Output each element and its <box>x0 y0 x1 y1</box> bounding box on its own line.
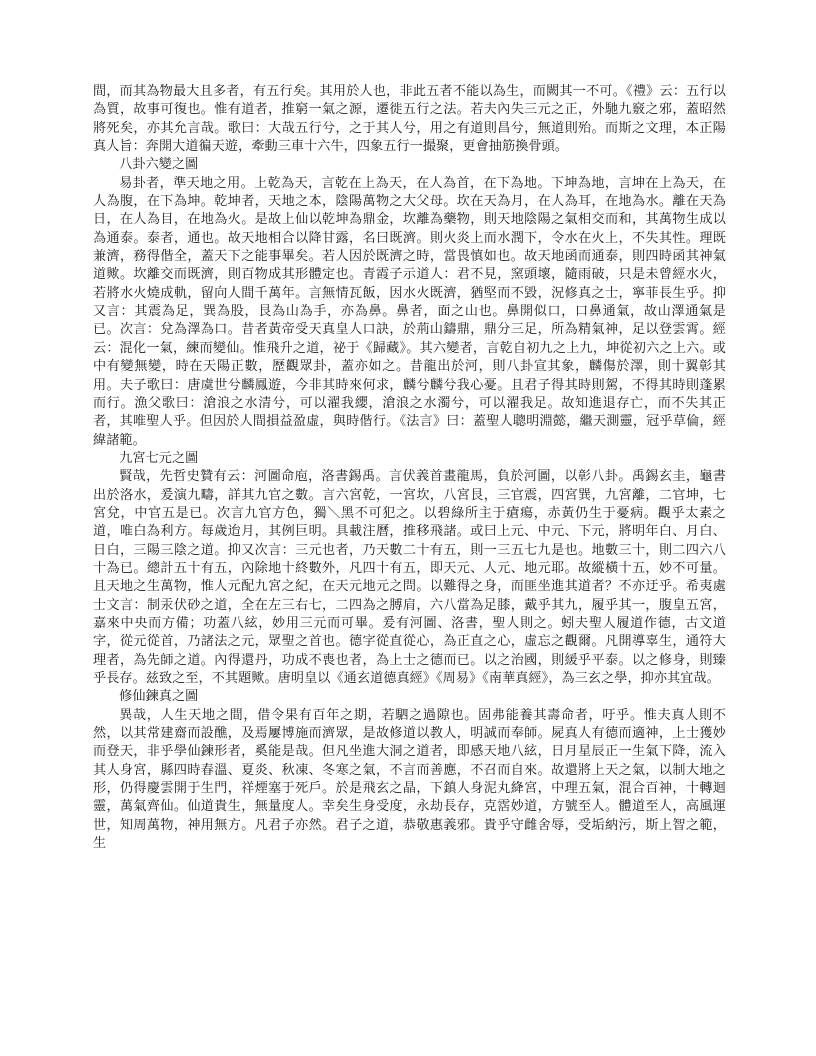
paragraph: 間，而其為物最大且多者，有五行矣。其用於人也，非此五者不能以為生，而闕其一不可。《禮》云：五行以為質，故事可復也。惟有道者，推窮一氣之源，遷徙五行之法。若夫內失三元之正，外馳九竅之邪，蓋昭然將死矣，亦其允言哉。歌曰：大哉五行兮，之于其人兮，用之有道則昌兮，無道則殆。而斯之文理，本正陽真人旨：奔開大道徧天遊，牽動三車十六牛，四象五行一撮聚，更會抽筋換骨頭。 <box>93 83 726 154</box>
section-heading: 八卦六變之圖 <box>119 156 199 172</box>
paragraph: 賢哉，先哲史贊有云：河圖命庖，洛書錫禹。言伏義首畫龍馬，負於河圖，以彰八卦。禹錫玄圭，龜書出於洛水，爰演九疇，詳其九官之數。言六宮乾，一宮坎，八宮艮，三官震，四宮巽，九宮離，二官坤，七宮兌，中官五是已。次言九官方色，獨＼黑不可犯之。以碧綠所主于瘡瘍，赤黃仍生于憂病。觀乎太素之道，唯白為利方。每歲迨月，其例巨明。具載注曆，推移飛諸。或曰上元、中元、下元，將明年白、月白、日白，三陽三陰之道。抑又次言：三元也者，乃天數二十有五，則一三五七九是也。地數三十，則二四六八十為已。總計五十有五，內除地十終數外，凡四十有五，即天元、人元、地元耶。故縱橫十五，妙不可量。且天地之生萬物，惟人元配九宮之紀，在天元地元之問。以難得之身，而匪坐進其道者？不亦迂乎。希夷處士文言：制汞伏砂之道，全在左三右七，二四為之膊肩，六八當為足膝，戴乎其九，履乎其一，腹皇五宮，嘉來中央而方備；功蓋八絃，妙用三元而可畢。爰有河圖、洛書，聖人則之。蚓夫聖人履道作德，古文道字，從元從首，乃諸法之元，眾聖之首也。德字從直從心，為正直之心，虛忘之觀爾。凡開導辜生，通符大理者，為先師之道。內得還丹，功成不喪也者，為上士之德而已。以之治國，則緩乎平泰。以之修身，則臻乎長存。兹致之至，不其題歟。唐明皇以《通玄道德真經》《周易》《南華真經》，為三玄之學，抑亦其宜哉。 <box>93 468 726 685</box>
document-page <box>93 82 726 852</box>
paragraph: 易卦者，準天地之用。上乾為天，言乾在上為天，在人為首，在下為地。下坤為地，言坤在上為天，在人為腹，在下為坤。乾坤者，天地之本，陰陽萬物之大父母。坎在天為月，在人為耳，在地為水。離在天為日，在人為目，在地為火。是故上仙以乾坤為鼎金，坎離為藥物，則天地陰陽之氣相交而和，其萬物生成以為通泰。泰者，通也。故天地相合以降甘露，名曰既濟。則火炎上而水潤下，令水在火上，不失其性。理既兼濟，務得偕全，蓋天下之能事畢矣。若人因於既濟之時，當畏慎如也。故天地函而通泰，則四時函其神氣道歟。坎離交而既濟，則百物成其形體定也。青霞子示道人：君不見，窯頭壞，隨雨破，只是未曾經水火，若將水火燒成軌，留向人間千萬年。言無情瓦飯，因水火既濟，猶堅而不毀，況修真之士，寧菲長生乎。抑又言：其震為足，巽為股，艮為山為手，亦為鼻。鼻者，面之山也。鼻開似口，口鼻通氣，故山澤通氣是已。次言：兌為澤為口。昔者黃帝受天真皇人口訣，於荊山鑄鼎，鼎分三足，所為精氣神，足以登雲霄。經云：混化一氣，練而變仙。惟飛升之道，祕于《歸藏》。其六變者，言乾自初九之上九，坤從初六之上六。或中有變無變，時在天陽正數，歷觀眾卦，蓋亦如之。昔龍出於河，則八卦宣其象，麟傷於澤，則十翼彰其用。夫子歌曰：唐虞世兮麟鳳遊，今非其時來何求，麟兮麟兮我心憂。且君子得其時則駕，不得其時則蓬累而行。漁父歌曰：滄浪之水清兮，可以濯我纓，滄浪之水濁兮，可以濯我足。故知進退存亡，而不失其正者，其唯聖人乎。但因於人間損益盈虛，與時偕行。《法言》曰：蓋聖人聰明淵懿，繼天測靈，冠乎草倫，經緯諸範。 <box>93 174 726 447</box>
section-heading: 九宮七元之圖 <box>119 449 199 465</box>
paragraph: 異哉，人生天地之間，借令果有百年之期，若駟之過隙也。固弗能養其壽命者，吁乎。惟夫真人則不然，以其常建齋而設醮，及焉屢博施而濟眾，是故修道以教人，明誠而奉師。屍真人有德而適神，上士獲妙而登天，非乎學仙鍊形者，奚能是哉。但凡坐進大洞之道者，即感天地八絃，日月星辰正一生氣下降，流入其人身宮，縣四時春溫、夏炎、秋凍、冬寒之氣，不言而善應，不召而自來。故還將上天之氣，以制大地之形，仍得慶雲開于生門，祥煙塞于死戶。於是飛玄之晶，下鎮人身泥丸絳宮，中理五氣，混合百神，十轉迴靈，萬氣齊仙。仙道貴生，無量度人。幸矣生身受度，永劫長存，克霑妙道，方號至人。體道至人，高風運世，知周萬物，神用無方。凡君子亦然。君子之道，恭敬惠義邪。貴乎守雌舍辱，受垢納污，斯上智之範，生 <box>93 706 726 851</box>
section-heading: 修仙鍊真之圖 <box>119 688 199 704</box>
